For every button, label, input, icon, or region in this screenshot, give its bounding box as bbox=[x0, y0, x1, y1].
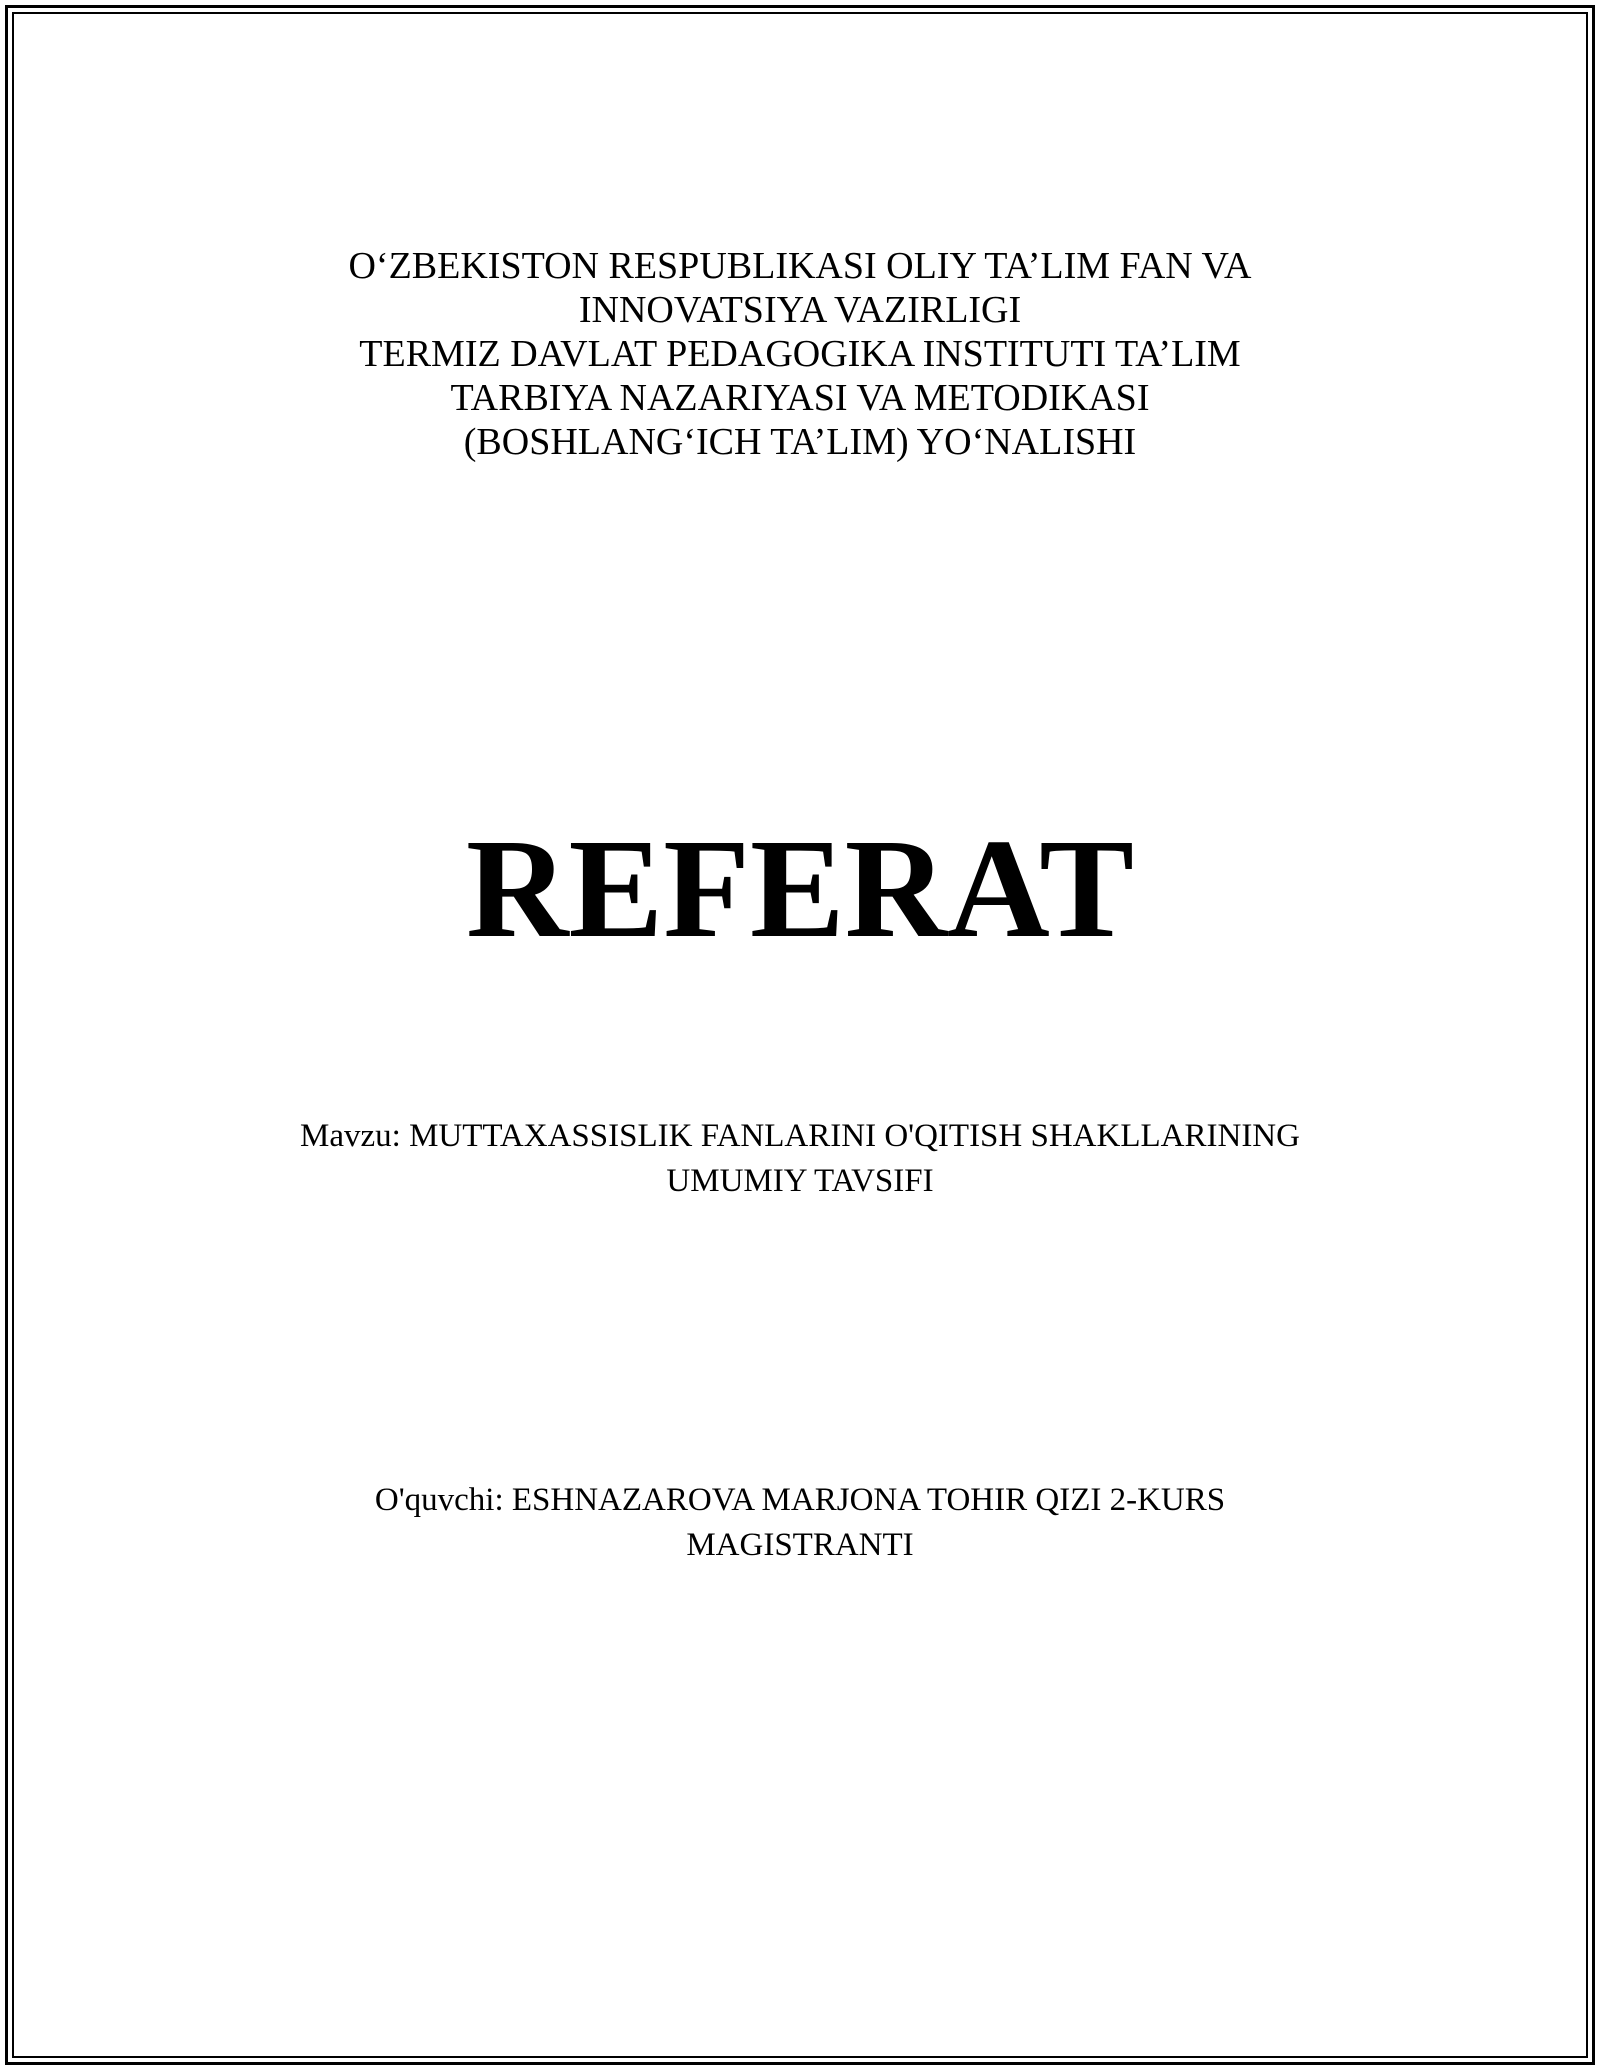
student-line: O'quvchi: ESHNAZAROVA MARJONA TOHIR QIZI 2-KURS bbox=[374, 1482, 1226, 1518]
header-line: O‘ZBEKISTON RESPUBLIKASI OLIY TA’LIM FAN VA bbox=[348, 245, 1252, 287]
topic bbox=[0, 1114, 1600, 1204]
ministry-header bbox=[0, 244, 1600, 464]
topic-line: UMUMIY TAVSIFI bbox=[666, 1163, 934, 1199]
topic-line: Mavzu: MUTTAXASSISLIK FANLARINI O'QITISH SHAKLLARINING bbox=[300, 1118, 1300, 1154]
student-info bbox=[0, 1478, 1600, 1568]
header-line: TERMIZ DAVLAT PEDAGOGIKA INSTITUTI TA’LIM bbox=[359, 333, 1241, 375]
header-line: TARBIYA NAZARIYASI VA METODIKASI bbox=[450, 377, 1150, 419]
student-line: MAGISTRANTI bbox=[686, 1527, 914, 1563]
document-title: REFERAT bbox=[466, 809, 1134, 967]
header-line: (BOSHLANG‘ICH TA’LIM) YO‘NALISHI bbox=[463, 421, 1137, 463]
header-line: INNOVATSIYA VAZIRLIGI bbox=[578, 289, 1022, 331]
